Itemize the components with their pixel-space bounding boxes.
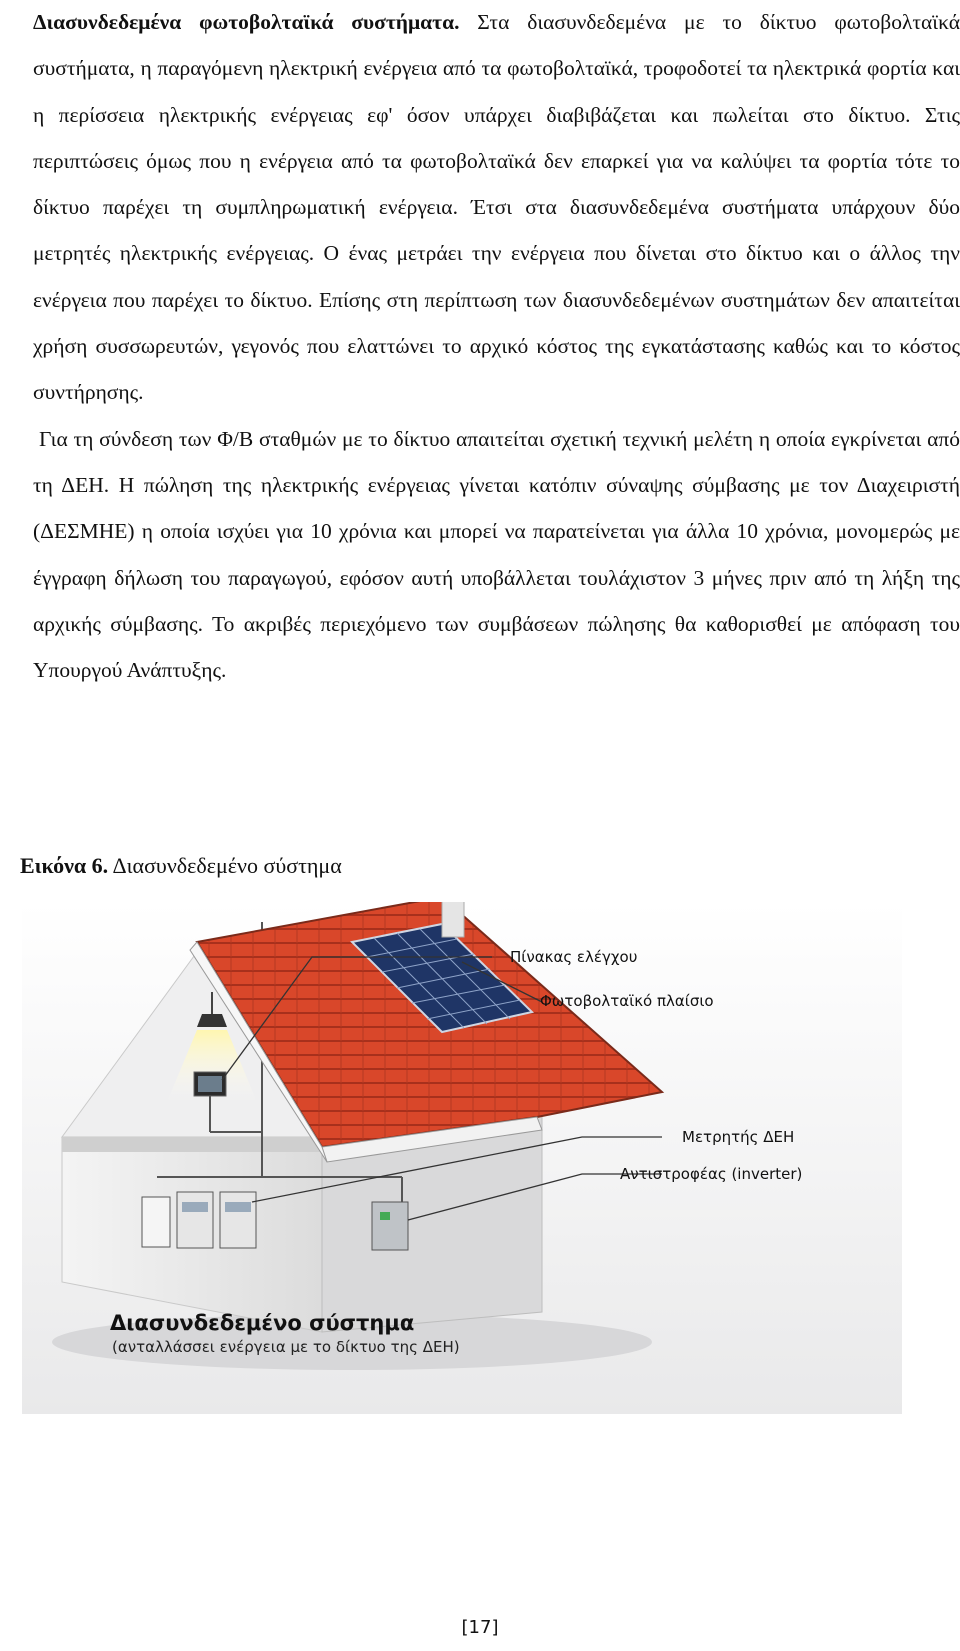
house-illustration xyxy=(22,902,902,1414)
label-control-panel: Πίνακας ελέγχου xyxy=(510,948,638,966)
second-meter-device xyxy=(220,1192,256,1248)
house-svg xyxy=(22,902,902,1414)
document-page xyxy=(33,0,960,693)
floor-slab xyxy=(62,1137,322,1152)
figure-caption xyxy=(20,853,342,879)
paragraph-connection: Για τη σύνδεση των Φ/Β σταθμών με το δίκτυο απαιτείται σχετική τεχνική μελέτη η οποία εγκρίνεται από τη ΔΕΗ. Η πώληση της ηλεκτρικής ενέργειας γίνεται κατόπιν σύναψης σύμβασης με τον Διαχειριστή (ΔΕΣΜΗΕ) η οποία ισχύει για 10 χρόνια και μπορεί να παρατείνεται για άλλα 10 χρόνια, μονομερώς με έγγραφη δήλωση του παραγωγού, εφόσον αυτή υποβάλλεται τουλάχιστον 3 μήνες πριν από τη λήξη της αρχικής σύμβασης. Το ακριβές περιεχόμενο των συμβάσεων πώλησης θα καθορισθεί με απόφαση του Υπουργού Ανάπτυξης. xyxy=(33,426,960,683)
control-panel-screen xyxy=(198,1076,222,1092)
meter-display xyxy=(182,1202,208,1212)
label-inverter: Αντιστροφέας (inverter) xyxy=(620,1165,803,1183)
second-meter-display xyxy=(225,1202,251,1212)
inverter-device xyxy=(372,1202,408,1250)
page-number: [17] xyxy=(461,1617,499,1638)
paragraph-grid-connected xyxy=(33,0,960,416)
label-meter: Μετρητής ΔΕΗ xyxy=(682,1128,795,1146)
inverter-led xyxy=(380,1212,390,1220)
label-pv-panel: Φωτοβολταϊκό πλαίσιο xyxy=(540,992,714,1010)
caption-text: Διασυνδεδεμένο σύστημα xyxy=(108,853,342,878)
chimney xyxy=(442,902,464,937)
figure-title: Διασυνδεδεμένο σύστημα xyxy=(110,1311,415,1335)
paragraph-lead: Διασυνδεδεμένα φωτοβολταϊκά συστήματα. xyxy=(33,10,460,34)
paragraph-body: Στα διασυνδεδεμένα με το δίκτυο φωτοβολταϊκά συστήματα, η παραγόμενη ηλεκτρική ενέργεια από τα φωτοβολταϊκά, τροφοδοτεί τα ηλεκτρικά φορτία και η περίσσεια ηλεκτρικής ενέργειας εφ' όσον υπάρχει διαβιβάζεται και πωλείται στο δίκτυο. Στις περιπτώσεις όμως που η ενέργεια από τα φωτοβολταϊκά δεν επαρκεί για να καλύψει τα φορτία τότε το δίκτυο παρέχει τη συμπληρωματική ενέργεια. Έτσι στα διασυνδεδεμένα συστήματα υπάρχουν δύο μετρητές ηλεκτρικής ενέργειας. Ο ένας μετράει την ενέργεια που δίνεται στο δίκτυο και ο άλλος την ενέργεια που παρέχει το δίκτυο. Επίσης στη περίπτωση των διασυνδεδεμένων συστημάτων δεν απαιτείται χρήση συσσωρευτών, γεγονός που ελαττώνει το αρχικό κόστος της εγκατάστασης καθώς και το κόστος συντήρησης. xyxy=(33,10,960,405)
lamp-shade xyxy=(197,1014,227,1027)
caption-label: Εικόνα 6. xyxy=(20,853,109,878)
breaker-box xyxy=(142,1197,170,1247)
grid-meter-device xyxy=(177,1192,213,1248)
figure-subtitle: (ανταλλάσσει ενέργεια με το δίκτυο της ΔΕΗ) xyxy=(112,1338,460,1356)
